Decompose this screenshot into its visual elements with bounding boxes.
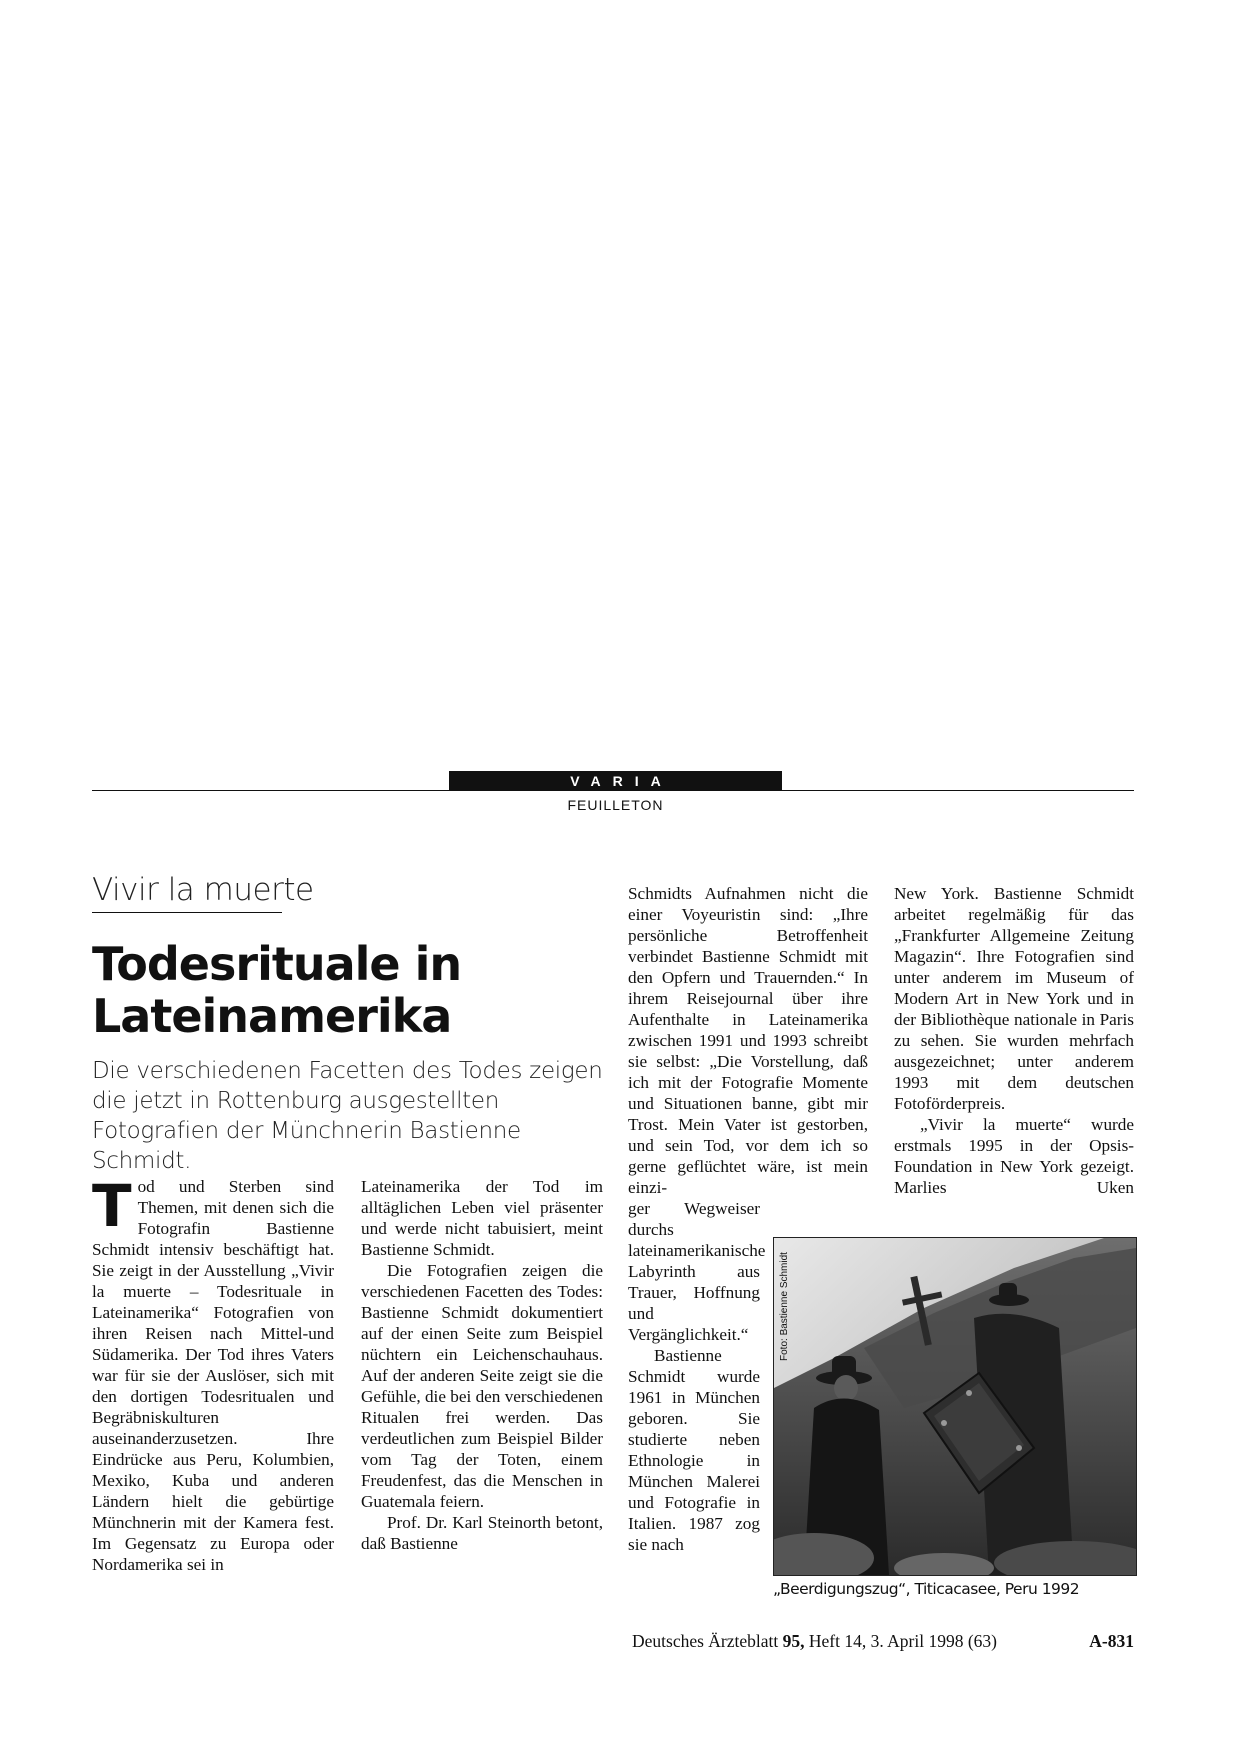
- paragraph: ger Wegweiser durchs lateinamerikanische Labyrinth aus Trauer, Hoffnung und Vergänglichkeit.“: [628, 1199, 766, 1344]
- drop-cap: T: [92, 1172, 132, 1240]
- paragraph: New York. Bastienne Schmidt arbeitet regelmäßig für das „Frankfurter Allgemeine Zeitung Magazin“. Ihre Fotografien sind unter anderem im Museum of Modern Art in New York und in der Bibliothèque nationale in Paris zu sehen. Sie wurden mehrfach ausgezeichnet; unter anderem 1993 mit dem deutschen Fotoförderpreis.: [894, 884, 1134, 1113]
- article-headline: [92, 938, 592, 1042]
- page-number: A-831: [1089, 1631, 1134, 1651]
- narrow-text-block: [628, 1198, 766, 1555]
- paragraph: Lateinamerika der Tod im alltäglichen Leben viel präsenter und werde nicht tabuisiert, meint Bastienne Schmidt.: [361, 1177, 603, 1259]
- section-banner: VARIA: [449, 771, 782, 791]
- body-column-1: [92, 1172, 334, 1575]
- paragraph: Bastienne Schmidt wurde 1961 in München geboren. Sie studierte neben Ethnologie in München Malerei und Fotografie in Italien. 1987 zog sie nach: [628, 1346, 760, 1554]
- paragraph: Prof. Dr. Karl Steinorth betont, daß Bastienne: [361, 1513, 603, 1553]
- kicker-underline: [92, 912, 282, 913]
- paragraph: Schmidts Aufnahmen nicht die einer Voyeuristin sind: „Ihre persönliche Betroffenheit verbindet Bastienne Schmidt mit den Opfern und Trauernden.“ In ihrem Reisejournal über ihre Aufenthalte in Lateinamerika zwischen 1991 und 1993 schreibt sie selbst: „Die Vorstellung, daß ich mit der Fotografie Momente und Situationen banne, gibt mir Trost. Mein Vater ist gestorben, und sein Tod, vor dem ich so gerne geflüchtet wäre, ist mein einzi-: [628, 884, 868, 1197]
- headline-line-1: Todesrituale in: [92, 937, 462, 991]
- subsection-label: FEUILLETON: [567, 797, 664, 813]
- photo-credit: [775, 1243, 793, 1363]
- journal-volume: 95,: [782, 1631, 805, 1651]
- body-column-4: [894, 883, 1134, 1198]
- photo-caption: „Beerdigungszug“, Titicacasee, Peru 1992: [773, 1580, 1080, 1598]
- paragraph: Die Fotografien zeigen die verschiedenen Facetten des Todes: Bastienne Schmidt dokumentiert auf der einen Seite zum Beispiel nüchtern ein Leichenschauhaus. Auf der anderen Seite zeigt sie die Gefühle, die bei den verschiedenen Ritualen frei werden. Das verdeutlichen zum Beispiel Bilder vom Tag der Toten, einem Freudenfest, das die Menschen in Guatemala feiern.: [361, 1261, 603, 1511]
- page-footer: [632, 1631, 1134, 1652]
- article-kicker: Vivir la muerte: [92, 872, 314, 908]
- article-lead: Die verschiedenen Facetten des Todes zeigen die jetzt in Rottenburg ausgestellten Fotografien der Münchnerin Bastienne Schmidt.: [92, 1058, 603, 1174]
- paragraph: [894, 1114, 1134, 1198]
- author-signature: Marlies Uken: [894, 1178, 1134, 1197]
- paragraph-text: „Vivir la muerte“ wurde erstmals 1995 in der Opsis-Foundation in New York gezeigt.: [894, 1115, 1134, 1176]
- journal-name: Deutsches Ärzteblatt: [632, 1631, 779, 1651]
- paragraph-text: od und Sterben sind Themen, mit denen sich die Fotografin Bastienne Schmidt intensiv beschäftigt hat. Sie zeigt in der Ausstellung „Vivir la muerte – Todesrituale in Lateinamerika“ Fotografien von ihren Reisen nach Mittel-und Südamerika. Der Tod ihres Vaters war für sie der Auslöser, sich mit den dortigen Todesritualen und Begräbniskulturen auseinanderzusetzen. Ihre Eindrücke aus Peru, Kolumbien, Mexiko, Kuba und anderen Ländern hielt die gebürtige Münchnerin mit der Kamera fest. Im Gegensatz zu Europa oder Nordamerika sei in: [92, 1177, 334, 1574]
- funeral-procession-photo: [773, 1237, 1137, 1576]
- paragraph: [92, 1172, 334, 1575]
- body-column-2: [361, 1176, 603, 1554]
- photo-image: [774, 1238, 1136, 1575]
- journal-issue: Heft 14, 3. April 1998 (63): [808, 1631, 997, 1651]
- photo-credit-text: Foto: Bastienne Schmidt: [779, 1252, 790, 1361]
- headline-line-2: Lateinamerika: [92, 989, 452, 1043]
